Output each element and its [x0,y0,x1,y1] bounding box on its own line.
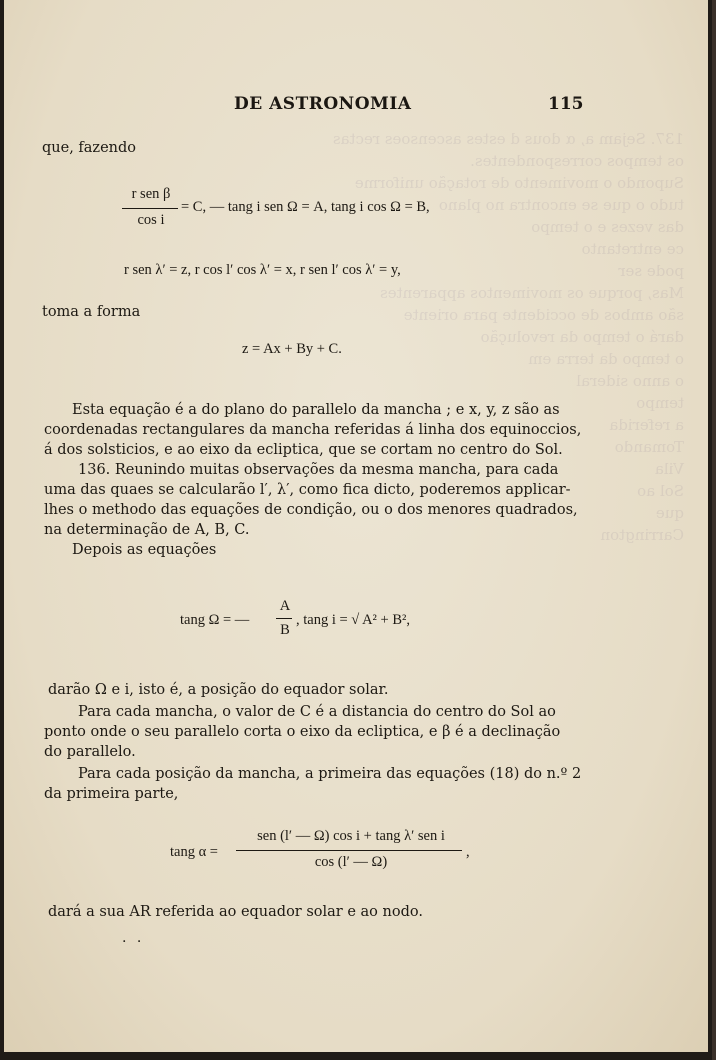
text-line: darão Ω e i, isto é, a posição do equador solar. [48,682,389,698]
text-line: lhes o methodo das equações de condição, ou o dos menores quadrados, [44,502,578,518]
text-line: Para cada mancha, o valor de C é a distancia do centro do Sol ao [78,704,556,720]
equation-1-numerator: r sen β [131,186,171,202]
equation-4-rest: , tang i = √ A² + B², [296,612,410,628]
equation-5-left: tang α = [170,844,218,860]
page-edge [712,0,716,1060]
fraction-bar [276,618,292,619]
fraction-bar [122,208,178,209]
running-header: DE ASTRONOMIA [234,94,412,114]
text-line: 136. Reunindo muitas observações da mesma mancha, para cada [78,462,559,478]
page-number: 115 [548,94,584,114]
text-line: que, fazendo [42,140,137,156]
text-line: á dos solsticios, e ao eixo da ecliptica, que se cortam no centro do Sol. [44,442,563,458]
equation-3: z = Ax + By + C. [242,341,342,357]
equation-5-denominator: cos (l′ — Ω) [314,854,388,870]
equation-4-numerator: A [279,598,291,614]
fraction-bar [236,850,462,851]
text-line: coordenadas rectangulares da mancha referidas á linha dos equinoccios, [44,422,582,438]
equation-1-rest: = C, — tang i sen Ω = A, tang i cos Ω = B, [181,199,430,215]
footer-marks: . . [122,930,145,946]
equation-5-numerator: sen (l′ — Ω) cos i + tang λ′ sen i [257,828,445,844]
text-line: dará a sua AR referida ao equador solar e ao nodo. [48,904,423,920]
equation-5-end: , [466,844,470,860]
text-line: do parallelo. [44,744,136,760]
text-line: Para cada posição da mancha, a primeira das equações (18) do n.º 2 [78,766,582,782]
equation-4-left: tang Ω = — [180,612,250,628]
book-page [4,0,708,1052]
equation-4-denominator: B [280,622,290,638]
equation-2: r sen λ′ = z, r cos l′ cos λ′ = x, r sen l′ cos λ′ = y, [124,262,401,278]
text-line: na determinação de A, B, C. [44,522,250,538]
text-line: Esta equação é a do plano do parallelo da mancha ; e x, y, z são as [72,402,560,418]
text-line: da primeira parte, [44,786,179,802]
equation-1-denominator: cos i [137,212,165,228]
bleed-through-shadow: 137. Sejam a, α dous d estes ascensoes rectas os tempos correspondentes. Supondo o movimento de rotação uniforme tudo o que se encontra no plano das vezes e o tempo ce entretanto pode ser Mas, porque os movimentos apparentes são ambos de occidente para oriente dará o tempo da revolução o tempo da terra em o anno sideral tempo a referida Tomando Vila Sol ao que Carrington [332,130,684,544]
text-line: toma a forma [42,304,141,320]
text-line: ponto onde o seu parallelo corta o eixo da ecliptica, e β é a declinação [44,724,561,740]
text-line: uma das quaes se calcularão l′, λ′, como fica dicto, poderemos applicar- [44,482,571,498]
text-line: Depois as equações [72,542,217,558]
